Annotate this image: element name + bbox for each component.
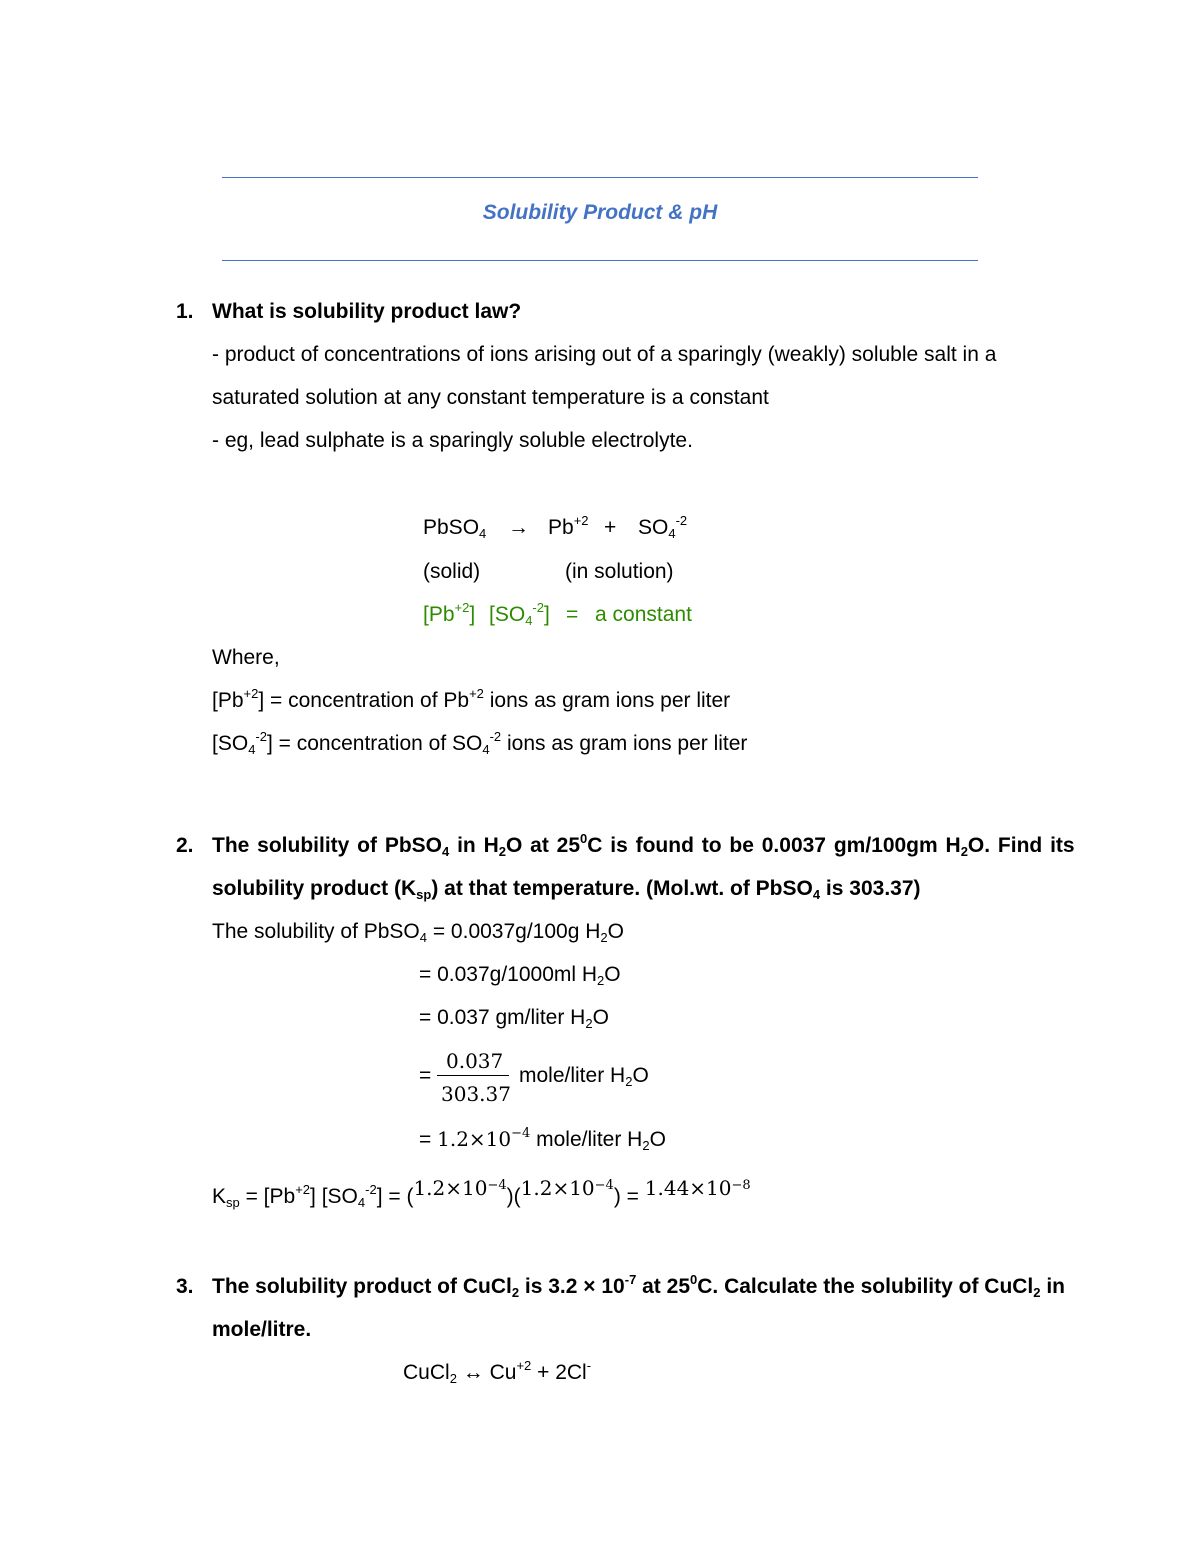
title-bottom-rule — [222, 260, 978, 261]
q2-step1: The solubility of PbSO$_4$ = 0.0037g/100g $H_2O$ — [212, 920, 624, 945]
q1-equation-reactant: PbSO$_4$ — [423, 516, 487, 541]
q2-fraction-numerator: 0.037 — [446, 1049, 504, 1073]
q3-question-line2: mole/litre. — [212, 1318, 312, 1341]
q1-answer-line3: - eg, lead sulphate is a sparingly soluble electrolyte. — [212, 429, 693, 452]
q1-question: What is solubility product law? — [212, 300, 522, 323]
q1-equation-product1: $Pb^{+2}$ — [548, 513, 589, 539]
q1-answer-line1: - product of concentrations of ions arising out of a sparingly (weakly) soluble salt in a — [212, 343, 997, 366]
q1-equation-arrow: → — [508, 516, 529, 539]
title-top-rule — [222, 177, 978, 178]
q2-fraction-bar — [437, 1075, 509, 1076]
q1-definition-pb: $[Pb^{+2}]$ = concentration of $Pb^{+2}$ ions as gram ions per liter — [212, 686, 731, 712]
q1-green-pb: $[Pb^{+2}]$ — [423, 600, 476, 626]
q1-definition-so4: $[SO_4^{-2}]$ = concentration of $SO_4^{-2}$ ions as gram ions per liter — [212, 729, 748, 757]
q1-green-so4: $[SO_4^{-2}]$ — [489, 600, 550, 628]
q1-where: Where, — [212, 646, 280, 669]
q2-question-line1: The solubility of PbSO$_4$ in $H_2O$ at $25^0C$ is found to be 0.0037 gm/100gm $H_2O$. Find its — [212, 831, 1075, 859]
q1-state-solution: (in solution) — [565, 560, 674, 583]
q2-step3: = 0.037 gm/liter $H_2O$ — [419, 1006, 609, 1031]
q2-fraction-denominator: 303.37 — [441, 1082, 511, 1106]
q3-question-line1: The solubility product of CuCl$_2$ is $3.2 \times 10^{-7}$ at $25^0C$. Calculate the solubility of CuCl$_2$ in — [212, 1272, 1065, 1300]
q1-green-equals: = — [566, 603, 579, 626]
q3-equation: CuCl$_2$ ↔ $Cu^{+2} + 2Cl^-$ — [403, 1358, 592, 1386]
q2-step5: = $1.2\times 10^{-4}$ mole/liter $H_2O$ — [419, 1126, 666, 1153]
q2-step4-units: mole/liter $H_2O$ — [519, 1064, 649, 1089]
q1-equation-plus: + — [604, 516, 617, 539]
q1-equation-product2: $SO_4^{-2}$ — [638, 513, 688, 541]
q2-question-line2: solubility product $(K_{sp})$ at that temperature. (Mol.wt. of PbSO$_4$ is 303.37) — [212, 877, 921, 902]
q1-state-solid: (solid) — [423, 560, 481, 583]
q2-number: 2. — [176, 834, 194, 857]
q2-step2: = 0.037g/1000ml $H_2O$ — [419, 963, 621, 988]
q1-number: 1. — [176, 300, 194, 323]
q1-green-constant: a constant — [595, 603, 692, 626]
q2-step4-equals: = — [419, 1064, 432, 1087]
page-title: Solubility Product & pH — [482, 201, 718, 224]
q2-ksp-expression: $K_{sp} = [Pb^{+2}] [SO_4^{-2}] = (1.2\times 10^{-4})(1.2\times 10^{-4}) = 1.44\times 10^{-8}$ — [212, 1176, 751, 1210]
q1-answer-line2: saturated solution at any constant temperature is a constant — [212, 386, 769, 409]
q3-number: 3. — [176, 1275, 194, 1298]
